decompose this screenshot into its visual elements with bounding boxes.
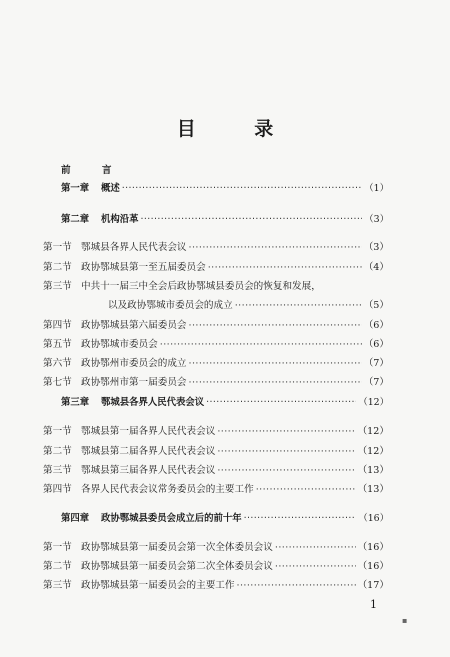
toc-section-row (43, 338, 389, 351)
toc-entry-label: 第一节 (43, 426, 72, 437)
toc-section-row (43, 261, 389, 274)
toc-page-number: （12） (357, 426, 389, 437)
toc-entry-title: 鄂城县各界人民代表会议 (101, 397, 205, 408)
toc-leader-dots (256, 483, 356, 496)
toc-page-number: （6） (363, 320, 389, 331)
toc-page-number: （17） (357, 580, 389, 591)
toc-section-row (43, 376, 389, 389)
toc-page-number: （13） (357, 465, 389, 476)
toc-entry-title: 政协鄂城县委员会成立后的前十年 (101, 513, 242, 524)
toc-leader-dots (189, 241, 362, 254)
toc-entry-label: 第一章 (61, 183, 90, 194)
toc-entry-title: 政协鄂州市第一届委员会 (81, 377, 187, 388)
toc-leader-dots (160, 338, 362, 351)
toc-page-number: （3） (364, 214, 389, 225)
toc-page-number: （12） (358, 397, 389, 408)
toc-entry-label: 第三节 (43, 465, 72, 476)
toc-entry-title: 政协鄂城县第一至五届委员会 (81, 262, 206, 273)
toc-entry-label: 第一节 (43, 242, 72, 253)
toc-entry-title: 政协鄂城县第六届委员会 (81, 320, 187, 331)
toc-entry-label: 第二节 (43, 561, 72, 572)
preface-heading: 前 言 (61, 165, 126, 176)
toc-leader-dots (217, 445, 355, 458)
toc-section-row (43, 541, 389, 554)
toc-entry-label: 第六节 (43, 358, 72, 369)
toc-section-row (43, 445, 389, 458)
toc-entry-label: 第五节 (43, 339, 72, 350)
toc-leader-dots (237, 579, 356, 592)
toc-section-row (43, 299, 389, 312)
toc-entry-title: 政协鄂城县第一届委员会第二次全体委员会议 (81, 561, 273, 572)
toc-section-row (43, 241, 389, 254)
toc-chapter-row (61, 396, 389, 409)
toc-page-number: （16） (357, 542, 389, 553)
toc-chapter-row (61, 512, 389, 525)
toc-leader-dots (275, 541, 356, 554)
print-mark: ▪ (402, 616, 408, 625)
toc-section-row (43, 464, 389, 477)
toc-leader-dots (217, 425, 355, 438)
toc-page-number: （7） (363, 358, 389, 369)
toc-entry-title: 以及政协鄂城市委员会的成立 (108, 300, 233, 311)
toc-page-number: （1） (364, 183, 389, 194)
toc-entry-label: 第二节 (43, 262, 72, 273)
toc-section-row (43, 357, 389, 370)
toc-leader-dots (189, 376, 362, 389)
toc-leader-dots (235, 299, 362, 312)
toc-page-number: （6） (363, 339, 389, 350)
toc-entry-title: 鄂城县第一届各界人民代表会议 (81, 426, 216, 437)
toc-entry-label: 第四节 (43, 484, 72, 495)
toc-chapter-row (61, 213, 389, 226)
toc-leader-dots (244, 512, 357, 525)
toc-entry-title: 各界人民代表会议常务委员会的主要工作 (81, 484, 254, 495)
toc-page-number: （13） (357, 484, 389, 495)
toc-leader-dots (217, 464, 355, 477)
toc-entry-title: 概述 (101, 183, 120, 194)
toc-entry-title: 鄂城县各界人民代表会议 (81, 242, 187, 253)
page-number: 1 (370, 598, 377, 611)
toc-section-row (43, 319, 389, 332)
toc-entry-title: 鄂城县第三届各界人民代表会议 (81, 465, 216, 476)
toc-entry-title: 政协鄂城县第一届委员会的主要工作 (81, 580, 235, 591)
toc-entry-label: 第七节 (43, 377, 72, 388)
toc-leader-dots (275, 560, 356, 573)
toc-entry-title: 中共十一届三中全会后政协鄂城县委员会的恢复和发展， (81, 281, 321, 292)
toc-page-number: （5） (363, 300, 389, 311)
toc-entry-label: 第一节 (43, 542, 72, 553)
toc-leader-dots (189, 319, 362, 332)
toc-section-row (43, 280, 389, 293)
toc-leader-dots (141, 213, 363, 226)
page-title: 目 录 (176, 118, 300, 140)
toc-entry-label: 第二节 (43, 446, 72, 457)
toc-entry-title: 机构沿革 (101, 214, 139, 225)
toc-leader-dots (122, 182, 363, 195)
toc-entry-label: 第四章 (61, 513, 90, 524)
toc-entry-label: 第三节 (43, 281, 72, 292)
toc-entry-title: 政协鄂城市委员会 (81, 339, 158, 350)
toc-page-number: （16） (357, 561, 389, 572)
toc-page-number: （3） (363, 242, 389, 253)
toc-chapter-row (61, 182, 389, 195)
toc-section-row (43, 483, 389, 496)
toc-leader-dots (206, 396, 356, 409)
toc-page-number: （16） (358, 513, 389, 524)
toc-entry-title: 鄂城县第二届各界人民代表会议 (81, 446, 216, 457)
toc-entry-label: 第四节 (43, 320, 72, 331)
toc-entry-label: 第三节 (43, 580, 72, 591)
toc-leader-dots (189, 357, 362, 370)
toc-entry-title: 政协鄂城县第一届委员会第一次全体委员会议 (81, 542, 273, 553)
toc-page-number: （12） (357, 446, 389, 457)
toc-section-row (43, 579, 389, 592)
toc-section-row (43, 560, 389, 573)
toc-section-row (43, 425, 389, 438)
toc-page-number: （4） (363, 262, 389, 273)
toc-page-number: （7） (363, 377, 389, 388)
toc-entry-label: 第三章 (61, 397, 90, 408)
toc-entry-title: 政协鄂州市委员会的成立 (81, 358, 187, 369)
toc-leader-dots (208, 261, 362, 274)
toc-entry-label: 第二章 (61, 214, 90, 225)
